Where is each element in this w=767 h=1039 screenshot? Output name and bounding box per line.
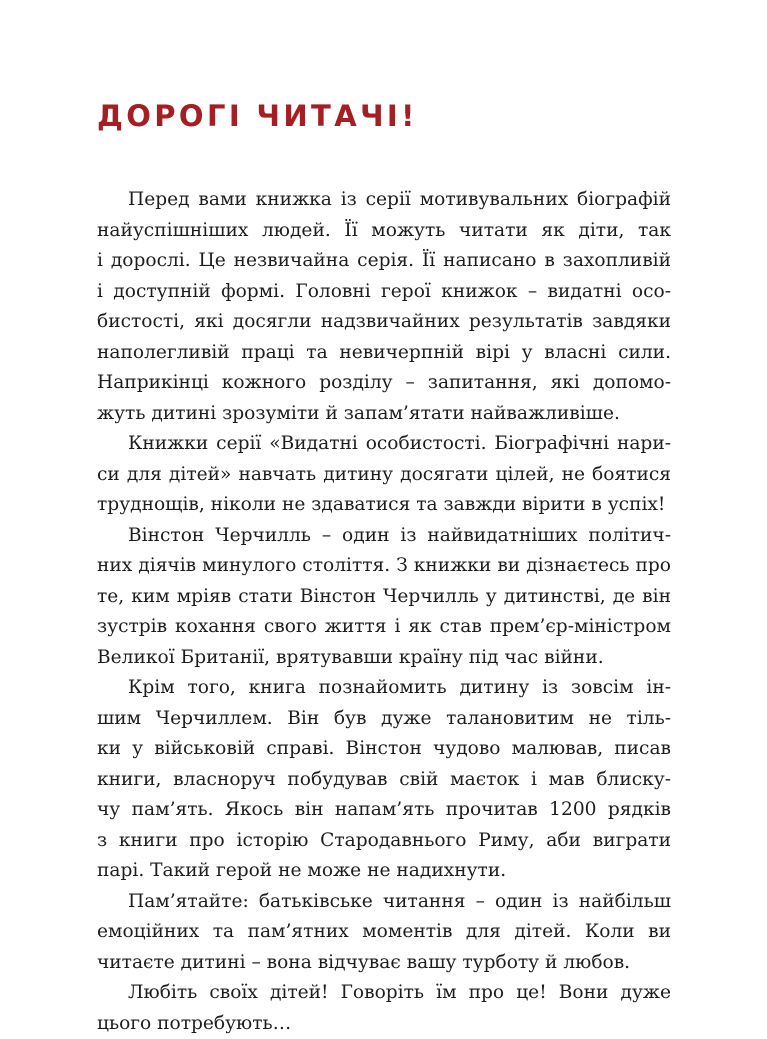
text-line: чу пам’ять. Якось він напам’ять прочитав 1200 рядків [97,795,671,826]
text-line: цього потребують… [97,1009,671,1039]
paragraph-series [97,429,671,521]
text-line: Крім того, книга познайомить дитину із зовсім ін- [97,673,671,704]
text-line: Наприкінці кожного розділу – запитання, які допомо- [97,368,671,399]
text-line: парі. Такий герой не може не надихнути. [97,856,671,887]
text-line: наполегливій праці та невичерпній вірі у власні сили. [97,338,671,369]
text-line: і дорослі. Це незвичайна серія. Її написано в захопливій [97,246,671,277]
text-line: них діячів минулого століття. З книжки ви дізнаєтесь про [97,551,671,582]
text-line: читаєте дитині – вона відчуває вашу турботу й любов. [97,948,671,979]
text-line: і доступній формі. Головні герої книжок – видатні осо- [97,277,671,308]
text-line: Великої Британії, врятувавши країну під час війни. [97,643,671,674]
page-title: ДОРОГІ ЧИТАЧІ! [97,96,418,136]
text-line: Вінстон Черчилль – один із найвидатніших політич- [97,521,671,552]
paragraph-churchill [97,521,671,674]
paragraph-intro [97,185,671,429]
paragraph-talents [97,673,671,887]
paragraph-closing [97,978,671,1039]
text-line: Книжки серії «Видатні особистості. Біографічні нари- [97,429,671,460]
text-line: шим Черчиллем. Він був дуже талановитим не тіль- [97,704,671,735]
text-line: зустрів кохання свого життя і як став прем’єр-міністром [97,612,671,643]
text-line: жуть дитині зрозуміти й запам’ятати найважливіше. [97,399,671,430]
text-line: найуспішніших людей. Її можуть читати як діти, так [97,216,671,247]
text-line: книги, власноруч побудував свій маєток і мав блиску- [97,765,671,796]
text-line: ки у військовій справі. Вінстон чудово малював, писав [97,734,671,765]
body-text [97,185,671,1039]
text-line: з книги про історію Стародавнього Риму, аби виграти [97,826,671,857]
paragraph-reading [97,887,671,979]
text-line: Перед вами книжка із серії мотивувальних біографій [97,185,671,216]
text-line: Любіть своїх дітей! Говоріть їм про це! Вони дуже [97,978,671,1009]
text-line: Пам’ятайте: батьківське читання – один із найбільш [97,887,671,918]
text-line: емоційних та пам’ятних моментів для дітей. Коли ви [97,917,671,948]
text-line: си для дітей» навчать дитину досягати цілей, не боятися [97,460,671,491]
text-line: труднощів, ніколи не здаватися та завжди вірити в успіх! [97,490,671,521]
text-line: те, ким мріяв стати Вінстон Черчилль у дитинстві, де він [97,582,671,613]
text-line: бистості, які досягли надзвичайних результатів завдяки [97,307,671,338]
